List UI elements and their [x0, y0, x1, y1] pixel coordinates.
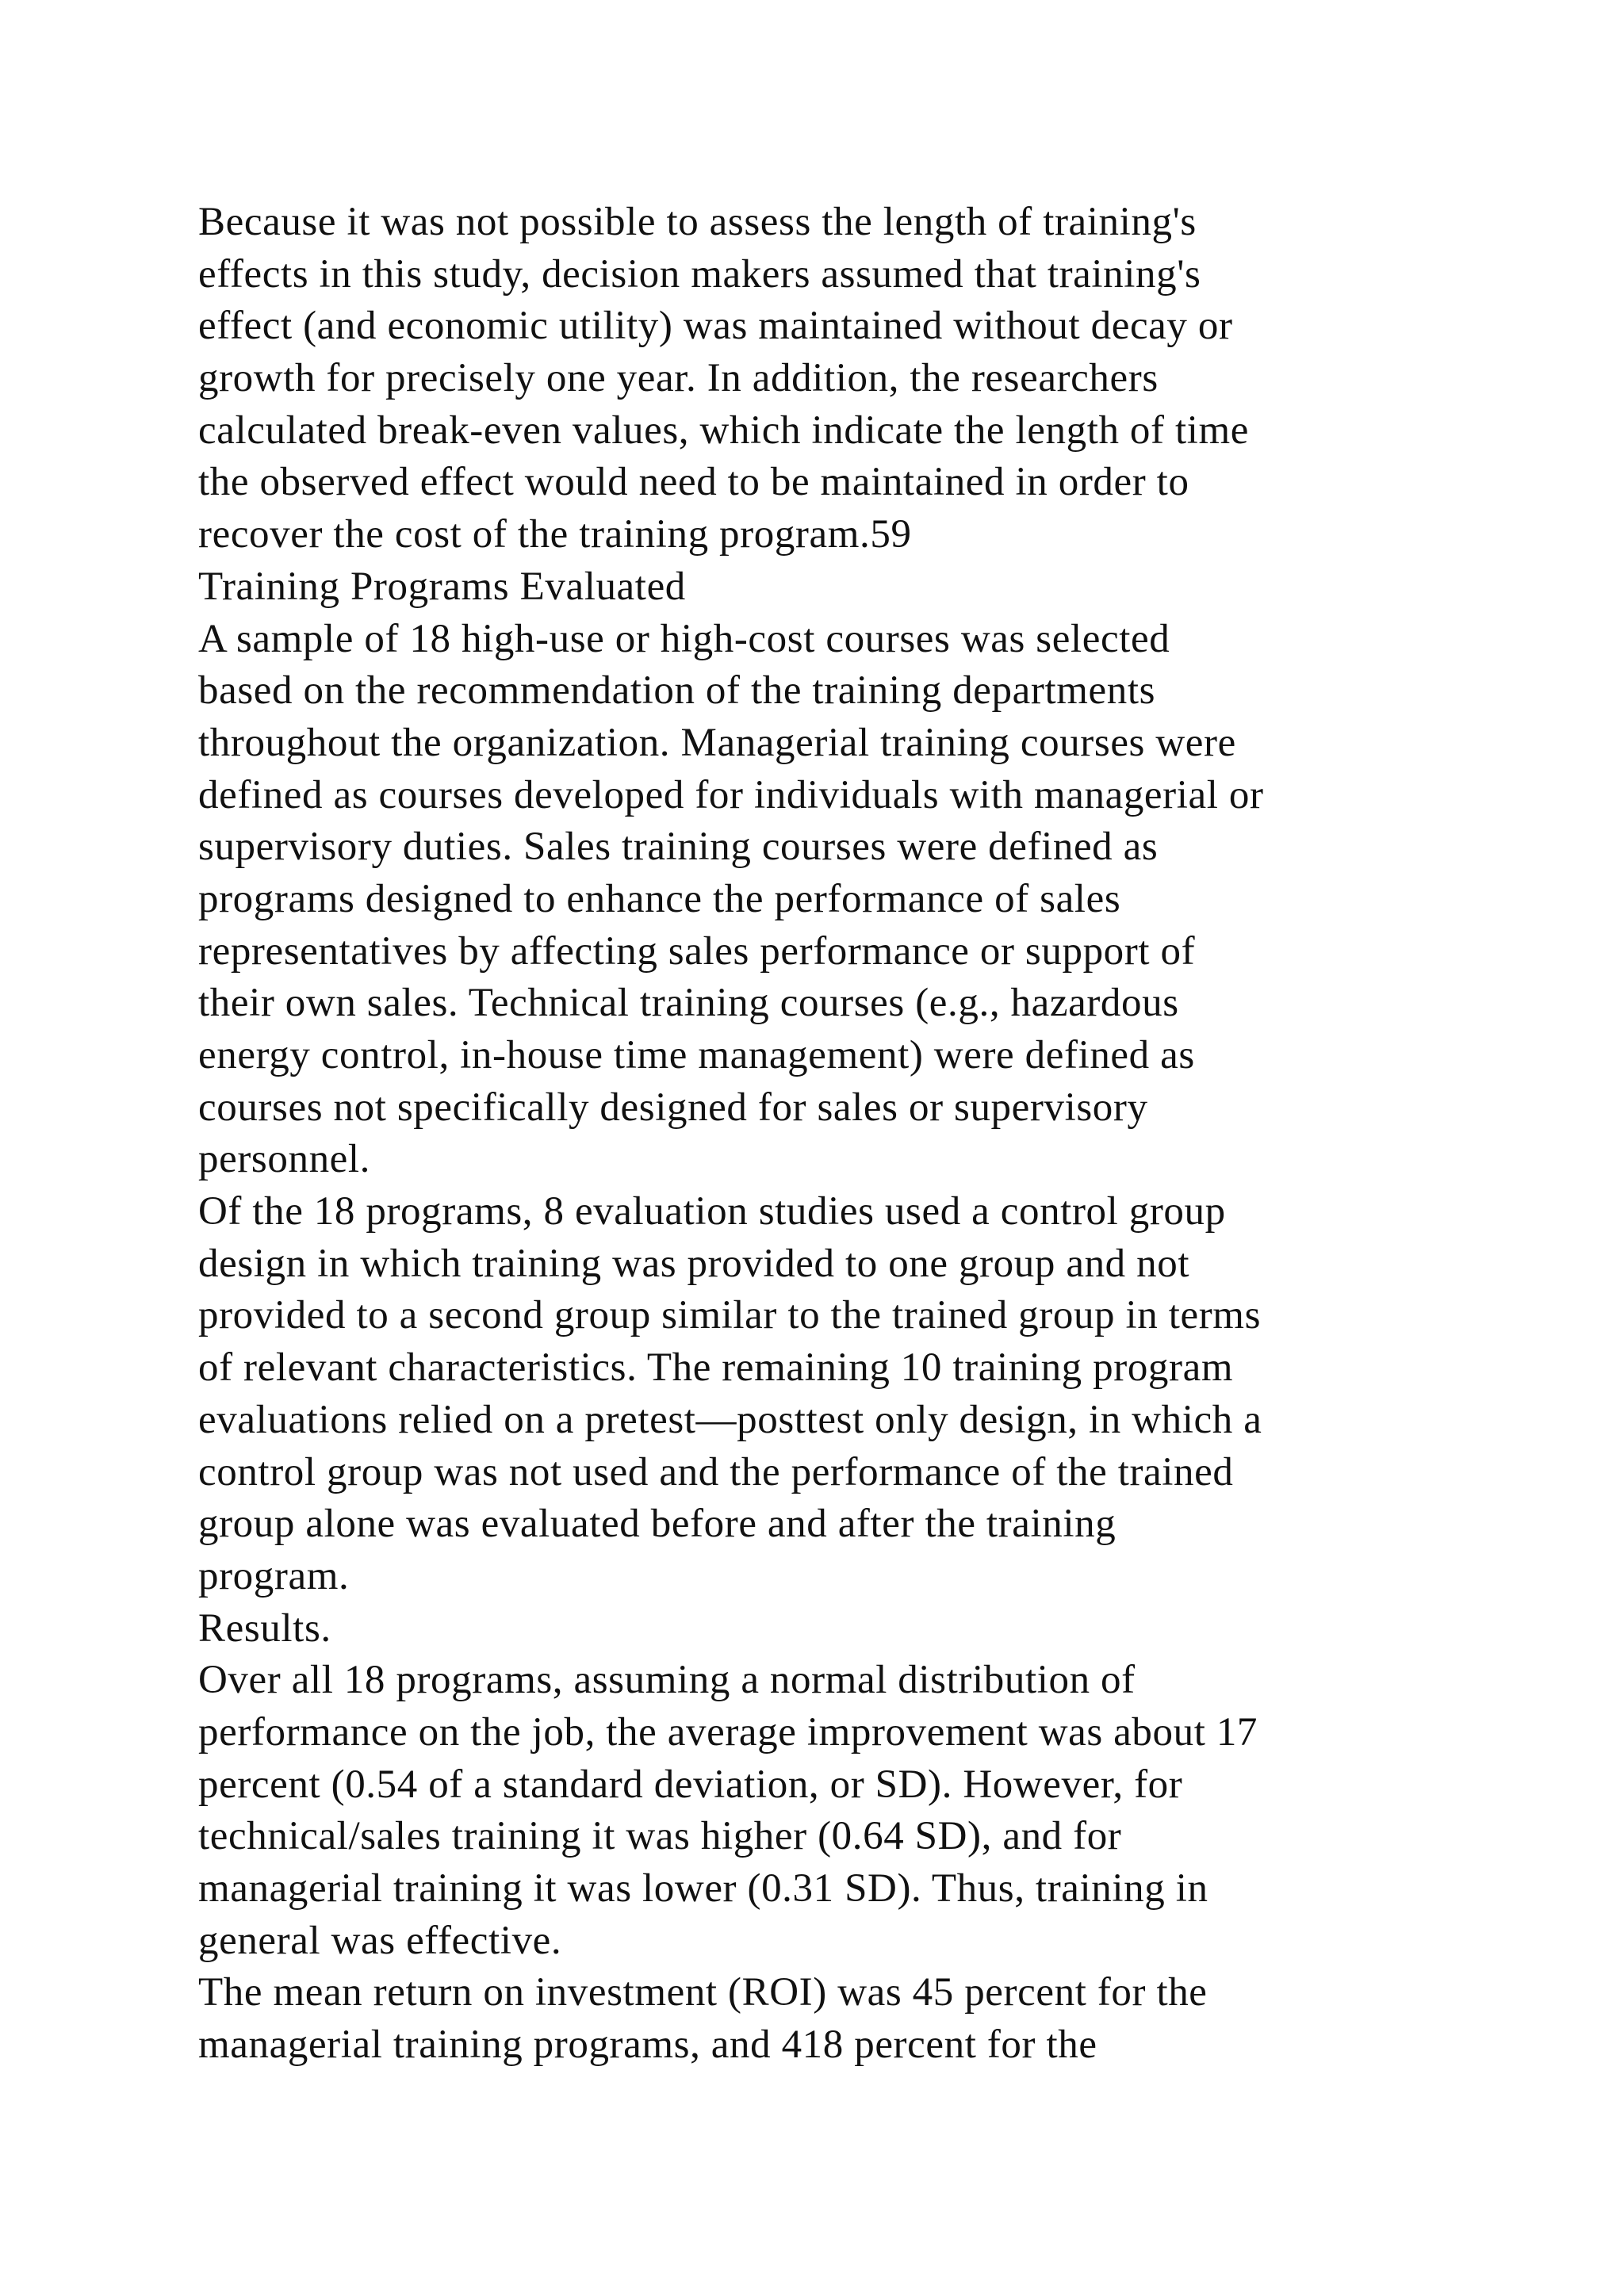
text-line: provided to a second group similar to the trained group in terms: [198, 1293, 1262, 1338]
text-line: managerial training programs, and 418 percent for the: [198, 2022, 1097, 2068]
text-line: effects in this study, decision makers assumed that training's: [198, 251, 1201, 297]
text-line: the observed effect would need to be maintained in order to: [198, 460, 1189, 505]
text-line: evaluations relied on a pretest—posttest only design, in which a: [198, 1397, 1262, 1442]
text-line: defined as courses developed for individuals with managerial or: [198, 772, 1264, 817]
text-line: growth for precisely one year. In addition, the researchers: [198, 356, 1159, 401]
text-line: performance on the job, the average improvement was about 17: [198, 1709, 1258, 1755]
text-line: managerial training it was lower (0.31 SD). Thus, training in: [198, 1866, 1208, 1911]
text-line: courses not specifically designed for sales or supervisory: [198, 1085, 1148, 1130]
text-line: Because it was not possible to assess the length of training's: [198, 200, 1197, 244]
text-line: group alone was evaluated before and after the training: [198, 1502, 1116, 1547]
text-line: representatives by affecting sales performance or support of: [198, 928, 1196, 974]
text-line: technical/sales training it was higher (0.64 SD), and for: [198, 1814, 1122, 1859]
text-line: based on the recommendation of the training departments: [198, 668, 1156, 714]
text-line: their own sales. Technical training courses (e.g., hazardous: [198, 981, 1179, 1026]
text-line: Of the 18 programs, 8 evaluation studies used a control group: [198, 1189, 1226, 1234]
text-line: programs designed to enhance the performance of sales: [198, 876, 1121, 921]
text-line: design in which training was provided to one group and not: [198, 1241, 1190, 1286]
text-line: program.: [198, 1553, 350, 1598]
text-line: effect (and economic utility) was maintained without decay or: [198, 304, 1233, 349]
text-line: supervisory duties. Sales training courses were defined as: [198, 825, 1159, 870]
text-line: general was effective.: [198, 1918, 562, 1963]
text-line: control group was not used and the performance of the trained: [198, 1449, 1234, 1494]
text-line: The mean return on investment (ROI) was 45 percent for the: [198, 1970, 1208, 2015]
text-line: recover the cost of the training program.59: [198, 512, 912, 557]
section-heading: Results.: [198, 1605, 331, 1651]
text-line: of relevant characteristics. The remaining 10 training program: [198, 1345, 1234, 1391]
section-heading: Training Programs Evaluated: [198, 564, 686, 609]
text-line: throughout the organization. Managerial training courses were: [198, 720, 1236, 765]
text-line: percent (0.54 of a standard deviation, or SD). However, for: [198, 1762, 1183, 1807]
text-line: calculated break-even values, which indicate the length of time: [198, 408, 1250, 453]
body-text: [198, 197, 1467, 2072]
text-line: A sample of 18 high-use or high-cost courses was selected: [198, 616, 1170, 661]
text-line: Over all 18 programs, assuming a normal distribution of: [198, 1658, 1136, 1703]
text-line: personnel.: [198, 1137, 371, 1182]
text-line: energy control, in-house time management) were defined as: [198, 1033, 1195, 1077]
